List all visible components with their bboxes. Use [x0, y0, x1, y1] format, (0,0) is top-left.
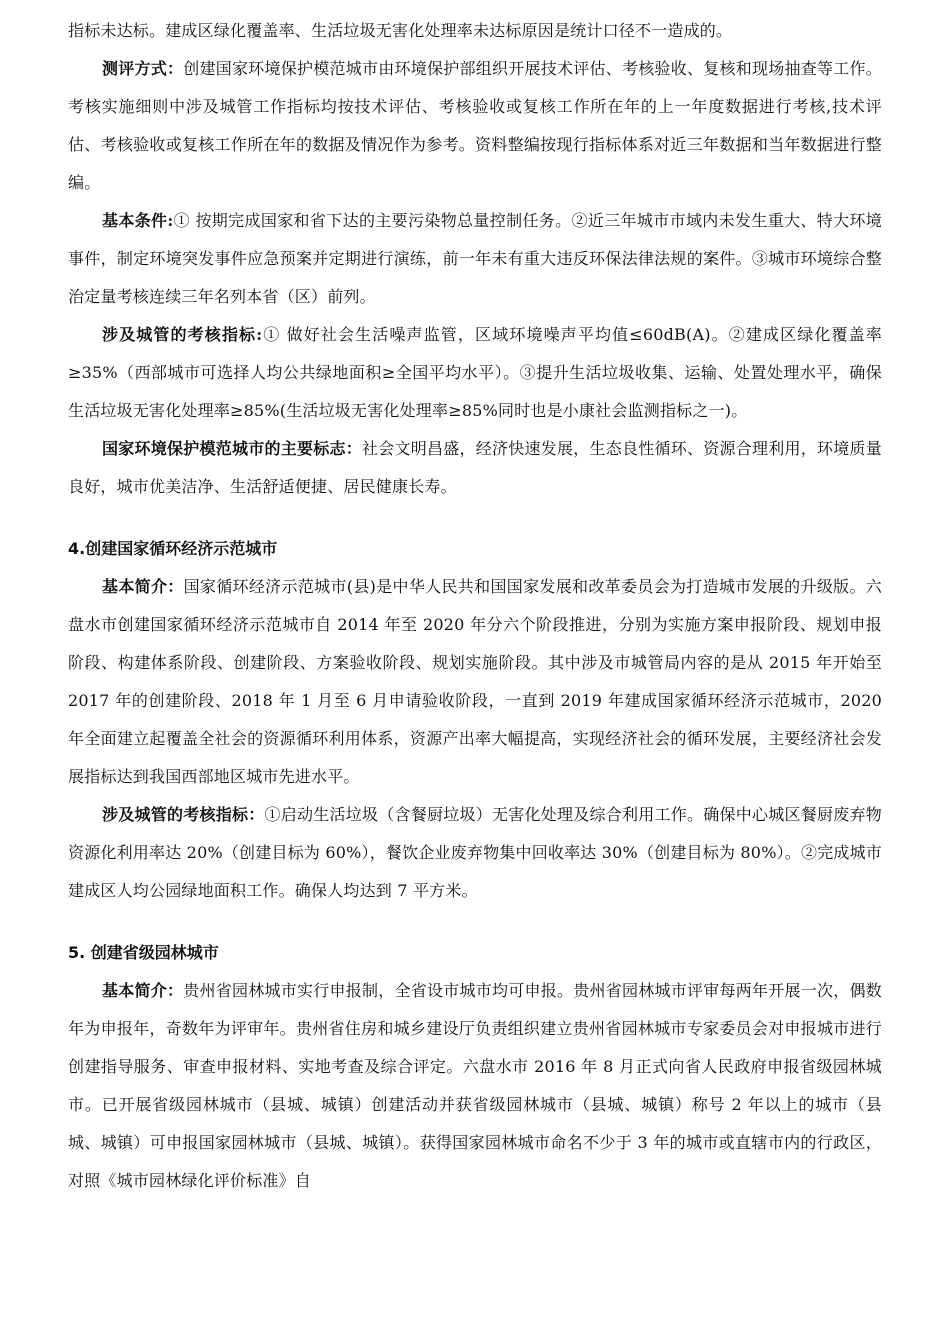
signs-text: 社会文明昌盛，经济快速发展，生态良性循环、资源合理利用，环境质量良好，城市优美洁净、生活舒适便捷、居民健康长寿。 [68, 439, 882, 496]
section-spacer [68, 910, 882, 934]
section4-intro-text: 国家循环经济示范城市(县)是中华人民共和国国家发展和改革委员会为打造城市发展的升级版。六盘水市创建国家循环经济示范城市自 2014 年至 2020 年分六个阶段推进，分别为实施方案申报阶段、规划申报阶段、构建体系阶段、创建阶段、方案验收阶段、规划实施阶段。其中涉及市城管局内容的是从 2015 年开始至 2017 年的创建阶段、2018 年 1 月至 6 月申请验收阶段，一直到 2019 年建成国家循环经济示范城市，2020 年全面建立起覆盖全社会的资源循环利用体系，资源产出率大幅提高，实现经济社会的循环发展，主要经济社会发展指标达到我国西部地区城市先进水平。 [68, 577, 882, 786]
indicators-label: 涉及城管的考核指标: [102, 325, 263, 344]
indicators-text: ① 做好社会生活噪声监管，区域环境噪声平均值≤60dB(A)。②建成区绿化覆盖率≥35%（西部城市可选择人均公共绿地面积≥全国平均水平）。③提升生活垃圾收集、运输、处置处理水平，确保生活垃圾无害化处理率≥85%(生活垃圾无害化处理率≥85%同时也是小康社会监测指标之一)。 [68, 325, 882, 420]
section4-intro-label: 基本简介： [102, 577, 184, 596]
section4-indicators-text: ①启动生活垃圾（含餐厨垃圾）无害化处理及综合利用工作。确保中心城区餐厨废弃物资源化利用率达 20%（创建目标为 60%），餐饮企业废弃物集中回收率达 30%（创建目标为 80%）。②完成城市建成区人均公园绿地面积工作。确保人均达到 7 平方米。 [68, 805, 882, 900]
section4-heading: 4.创建国家循环经济示范城市 [68, 539, 278, 558]
section4-intro-paragraph [68, 568, 882, 796]
section5-intro-paragraph [68, 972, 882, 1200]
section5-heading: 5. 创建省级园林城市 [68, 943, 219, 962]
section4-indicators-paragraph [68, 796, 882, 910]
method-text: 创建国家环境保护模范城市由环境保护部组织开展技术评估、考核验收、复核和现场抽查等工作。考核实施细则中涉及城管工作指标均按技术评估、考核验收或复核工作所在年的上一年度数据进行考核,技术评估、考核验收或复核工作所在年的数据及情况作为参考。资料整编按现行指标体系对近三年数据和当年数据进行整编。 [68, 59, 882, 192]
method-label: 测评方式： [102, 59, 184, 78]
section5-intro-label: 基本简介： [102, 981, 184, 1000]
intro-paragraph [68, 12, 882, 50]
basic-conditions-paragraph [68, 202, 882, 316]
section-spacer [68, 506, 882, 530]
basic-conditions-label: 基本条件: [102, 211, 174, 230]
section5-intro-text: 贵州省园林城市实行申报制，全省设市城市均可申报。贵州省园林城市评审每两年开展一次，偶数年为申报年，奇数年为评审年。贵州省住房和城乡建设厅负责组织建立贵州省园林城市专家委员会对申报城市进行创建指导服务、审查申报材料、实地考查及综合评定。六盘水市 2016 年 8 月正式向省人民政府申报省级园林城市。已开展省级园林城市（县城、城镇）创建活动并获省级园林城市（县城、城镇）称号 2 年以上的城市（县城、城镇）可申报国家园林城市（县城、城镇）。获得国家园林城市命名不少于 3 年的城市或直辖市内的行政区，对照《城市园林绿化评价标准》自 [68, 981, 882, 1190]
signs-label: 国家环境保护模范城市的主要标志： [102, 439, 363, 458]
method-paragraph [68, 50, 882, 202]
indicators-paragraph [68, 316, 882, 430]
basic-conditions-text: ① 按期完成国家和省下达的主要污染物总量控制任务。②近三年城市市域内未发生重大、特大环境事件，制定环境突发事件应急预案并定期进行演练，前一年未有重大违反环保法律法规的案件。③城市环境综合整治定量考核连续三年名列本省（区）前列。 [68, 211, 882, 306]
section4-indicators-label: 涉及城管的考核指标： [102, 805, 265, 824]
signs-paragraph [68, 430, 882, 506]
intro-text: 指标未达标。建成区绿化覆盖率、生活垃圾无害化处理率未达标原因是统计口径不一造成的。 [68, 21, 733, 40]
